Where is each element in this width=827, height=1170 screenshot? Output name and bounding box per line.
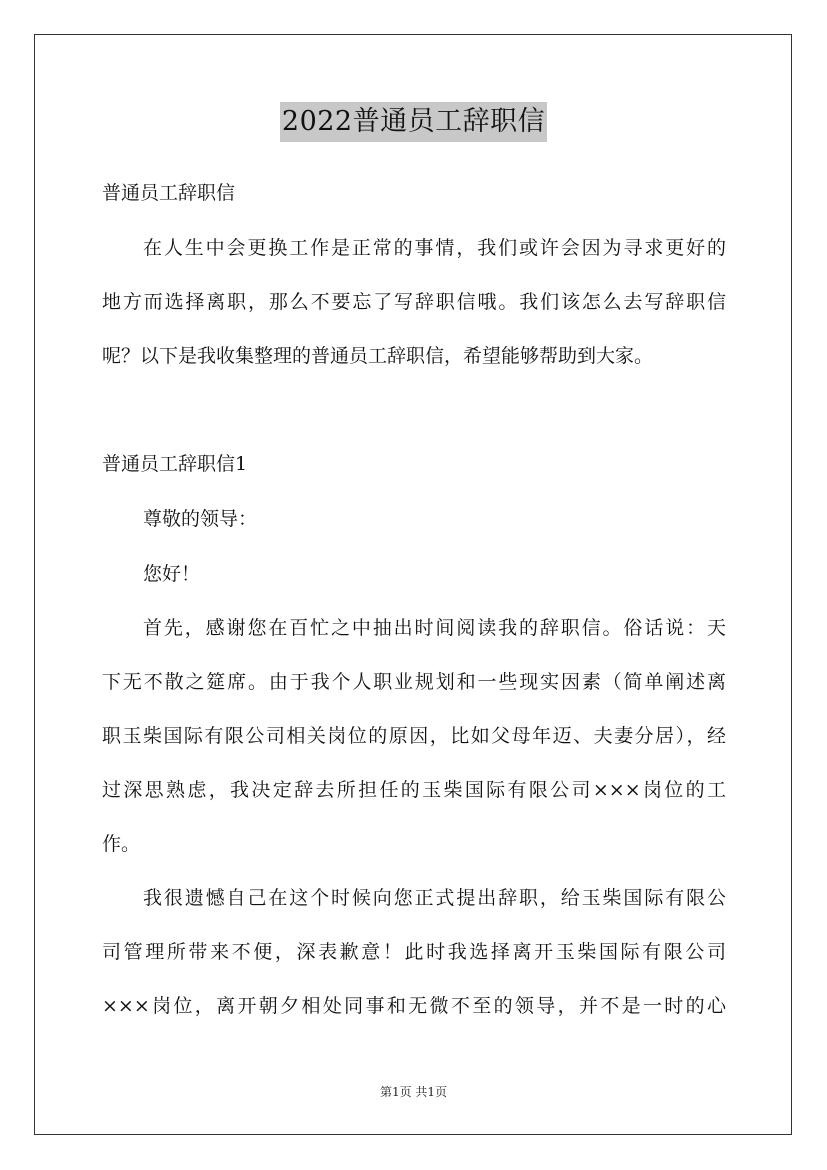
document-subtitle: 普通员工辞职信 — [102, 182, 236, 204]
paragraph2-line-1: 我很遗憾自己在这个时候向您正式提出辞职，给玉柴国际有限公 — [143, 887, 726, 909]
paragraph1-line-3: 职玉柴国际有限公司相关岗位的原因，比如父母年迈、夫妻分居），经 — [102, 725, 726, 747]
document-title: 2022普通员工辞职信 — [280, 102, 547, 142]
paragraph2-line-3: ×××岗位，离开朝夕相处同事和无微不至的领导，并不是一时的心 — [102, 995, 726, 1017]
page-footer: 第1页 共1页 — [379, 1085, 448, 1099]
intro-line-1: 在人生中会更换工作是正常的事情，我们或许会因为寻求更好的 — [143, 237, 726, 259]
paragraph1-line-4: 过深思熟虑，我决定辞去所担任的玉柴国际有限公司×××岗位的工 — [102, 779, 726, 801]
intro-line-3: 呢？以下是我收集整理的普通员工辞职信，希望能够帮助到大家。 — [102, 345, 654, 367]
paragraph1-line-1: 首先，感谢您在百忙之中抽出时间阅读我的辞职信。俗话说：天 — [143, 617, 726, 639]
intro-line-2: 地方而选择离职，那么不要忘了写辞职信哦。我们该怎么去写辞职信 — [102, 291, 726, 313]
title-container — [0, 102, 827, 142]
paragraph1-line-5: 作。 — [102, 833, 141, 855]
paragraph2-line-2: 司管理所带来不便，深表歉意！此时我选择离开玉柴国际有限公司 — [102, 941, 726, 963]
paragraph1-line-2: 下无不散之筵席。由于我个人职业规划和一些现实因素（简单阐述离 — [102, 671, 726, 693]
section-heading: 普通员工辞职信1 — [102, 453, 248, 475]
salutation: 尊敬的领导： — [143, 508, 258, 530]
greeting: 您好！ — [143, 563, 201, 585]
